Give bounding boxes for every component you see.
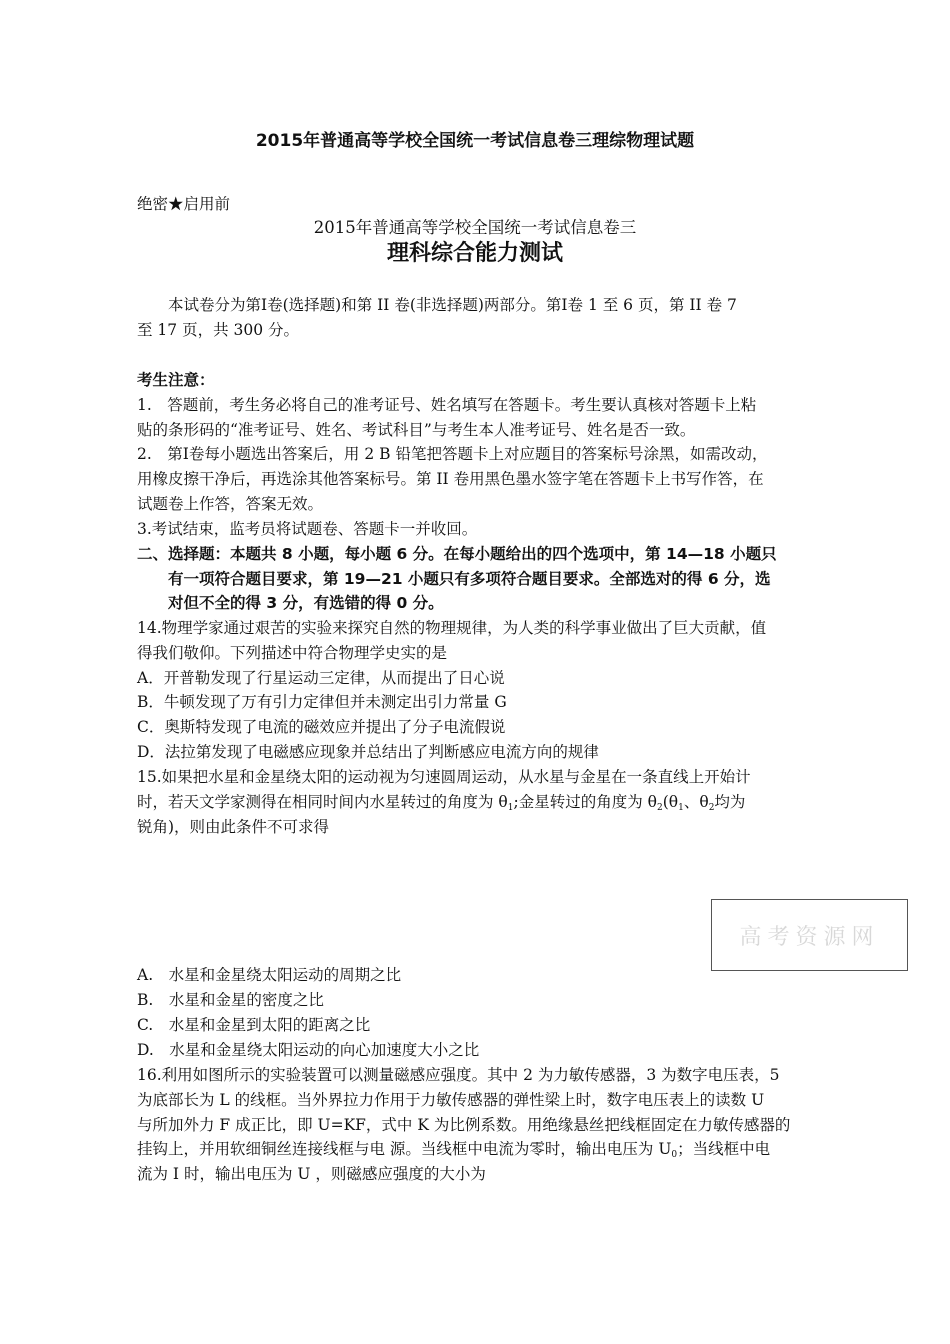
stem-text: (θ <box>662 793 679 811</box>
notice-line: 贴的条形码的“准考证号、姓名、考试科目”与考生本人准考证号、姓名是否一致。 <box>137 421 696 439</box>
intro-line: 至 17 页，共 300 分。 <box>137 321 300 339</box>
stem-text: 、θ <box>683 793 709 811</box>
question-16-stem: 16.利用如图所示的实验装置可以测量磁感应强度。其中 2 为力敏传感器，3 为数字电压表，5 <box>137 1066 780 1084</box>
stem-text: 时，若天文学家测得在相同时间内水星转过的角度为 θ <box>137 793 508 811</box>
notice-line: 2. 第Ⅰ卷每小题选出答案后，用 2 B 铅笔把答题卡上对应题目的答案标号涂黑，如需改动， <box>137 445 768 463</box>
question-14-option: C．奥斯特发现了电流的磁效应并提出了分子电流假说 <box>137 718 506 736</box>
secret-mark: 绝密★启用前 <box>137 195 231 213</box>
stem-text: ;金星转过的角度为 θ <box>513 793 657 811</box>
stem-text: ；当线框中电 <box>677 1140 771 1158</box>
question-15-stem: 15.如果把水星和金星绕太阳的运动视为匀速圆周运动，从水星与金星在一条直线上开始计 <box>137 768 751 786</box>
intro-line: 本试卷分为第Ⅰ卷(选择题)和第 II 卷(非选择题)两部分。第Ⅰ卷 1 至 6 页，第 II 卷 7 <box>168 296 737 314</box>
subscript: 1 <box>678 803 684 813</box>
question-15-stem: 锐角)，则由此条件不可求得 <box>137 818 330 836</box>
question-14-option: D．法拉第发现了电磁感应现象并总结出了判断感应电流方向的规律 <box>137 743 599 761</box>
stem-text: 挂钩上，并用软细铜丝连接线框与电 源。当线框中电流为零时，输出电压为 U <box>137 1140 672 1158</box>
question-15-option: A. 水星和金星绕太阳运动的周期之比 <box>137 966 402 984</box>
question-16-stem: 与所加外力 F 成正比，即 U=KF，式中 K 为比例系数。用绝缘悬丝把线框固定在力敏传感器的 <box>137 1116 791 1134</box>
subscript: 1 <box>507 803 514 813</box>
question-15-option: C. 水星和金星到太阳的距离之比 <box>137 1016 371 1034</box>
notice-line: 试题卷上作答，答案无效。 <box>137 495 324 513</box>
section-heading: 二、选择题：本题共 8 小题，每小题 6 分。在每小题给出的四个选项中，第 14—18 小题只 <box>137 545 777 563</box>
section-heading: 对但不全的得 3 分，有选错的得 0 分。 <box>168 594 444 612</box>
subscript: 2 <box>656 803 663 813</box>
watermark-box: 高考资源网 <box>711 899 908 971</box>
subscript: 0 <box>671 1150 678 1160</box>
notice-line: 用橡皮擦干净后，再选涂其他答案标号。第 II 卷用黑色墨水签字笔在答题卡上书写作答，在 <box>137 470 764 488</box>
question-16-stem <box>137 1139 770 1165</box>
question-16-stem: 为底部长为 L 的线框。当外界拉力作用于力敏传感器的弹性梁上时，数字电压表上的读数 U <box>137 1091 765 1109</box>
question-14-option: B．牛顿发现了万有引力定律但并未测定出引力常量 G <box>137 693 507 711</box>
notice-line: 1. 答题前，考生务必将自己的准考证号、姓名填写在答题卡。考生要认真核对答题卡上粘 <box>137 396 757 414</box>
question-14-stem: 14.物理学家通过艰苦的实验来探究自然的物理规律，为人类的科学事业做出了巨大贡献，值 <box>137 619 767 637</box>
page-title: 2015年普通高等学校全国统一考试信息卷三理综物理试题 <box>255 131 695 151</box>
question-15-stem <box>137 792 745 818</box>
question-16-stem: 流为 I 时，输出电压为 U ，则磁感应强度的大小为 <box>137 1165 486 1183</box>
stem-text: 均为 <box>714 793 746 811</box>
question-14-stem: 得我们敬仰。下列描述中符合物理学史实的是 <box>137 644 448 662</box>
subscript: 2 <box>708 803 715 813</box>
question-15-option: B. 水星和金星的密度之比 <box>137 991 324 1009</box>
question-15-option: D. 水星和金星绕太阳运动的向心加速度大小之比 <box>137 1041 480 1059</box>
notice-line: 3.考试结束，监考员将试题卷、答题卡一并收回。 <box>137 520 478 538</box>
exam-subtitle: 2015年普通高等学校全国统一考试信息卷三 <box>313 218 637 237</box>
notice-title: 考生注意： <box>137 371 215 389</box>
section-heading: 有一项符合题目要求，第 19—21 小题只有多项符合题目要求。全部选对的得 6 分，选 <box>168 570 771 588</box>
exam-name: 理科综合能力测试 <box>386 241 563 266</box>
question-14-option: A．开普勒发现了行星运动三定律，从而提出了日心说 <box>137 669 505 687</box>
